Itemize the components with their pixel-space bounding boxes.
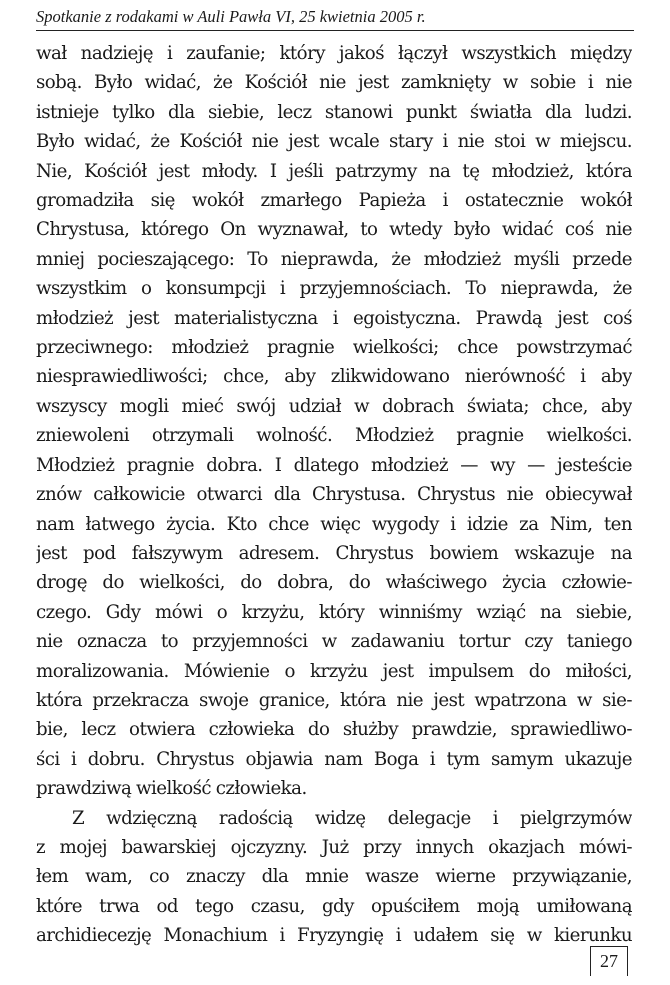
text-line: wszyscy mogli mieć swój udział w dobrach świata; chce, aby (36, 395, 632, 417)
text-line: które trwa od tego czasu, gdy opuściłem moją umiłowaną (36, 895, 632, 917)
text-line: nie oznacza to przyjemności w zadawaniu tortur czy taniego (36, 631, 632, 653)
text-line: drogę do wielkości, do dobra, do właściwego życia człowie- (36, 572, 632, 594)
text-line: czego. Gdy mówi o krzyżu, który winniśmy wziąć na siebie, (36, 601, 632, 623)
text-line: wał nadzieję i zaufanie; który jakoś łączył wszystkich między (36, 43, 632, 64)
page-number (590, 946, 628, 976)
text-line: Chrystusa, którego On wyznawał, to wtedy było widać coś nie (36, 219, 632, 241)
text-line: która przekracza swoje granice, która nie jest wpatrzona w sie- (36, 689, 632, 711)
text-line: z mojej bawarskiej ojczyzny. Już przy innych okazjach mówi- (36, 836, 632, 858)
text-line: młodzież jest materialistyczna i egoistyczna. Prawdą jest coś (36, 307, 632, 329)
text-line: wszystkim o konsumpcji i przyjemnościach. To nieprawda, że (36, 278, 632, 300)
paragraph-1 (36, 39, 632, 804)
text-line: Było widać, że Kościół nie jest wcale stary i nie stoi w miejscu. (36, 131, 632, 153)
text-line: Młodzież pragnie dobra. I dlatego młodzież — wy — jesteście (36, 454, 632, 476)
text-line: nam łatwego życia. Kto chce więc wygody i idzie za Nim, ten (36, 513, 632, 535)
text-line: sobą. Było widać, że Kościół nie jest zamknięty w sobie i nie (36, 72, 632, 94)
text-line: przeciwnego: młodzież pragnie wielkości; chce powstrzymać (36, 337, 632, 359)
text-line: archidiecezję Monachium i Fryzyngię i udałem się w kierunku (36, 925, 632, 947)
text-line: istnieje tylko dla siebie, lecz stanowi punkt światła dla ludzi. (36, 101, 632, 123)
text-line: znów całkowicie otwarci dla Chrystusa. Chrystus nie obiecywał (36, 484, 632, 506)
page-number-text: 27 (600, 951, 618, 971)
text-line: niesprawiedliwości; chce, aby zlikwidowano nierówność i aby (36, 366, 632, 388)
text-line: bie, lecz otwiera człowieka do służby prawdzie, sprawiedliwo- (36, 719, 632, 741)
text-line: gromadziła się wokół zmarłego Papieża i ostatecznie wokół (36, 190, 632, 212)
body-text (36, 39, 632, 951)
running-header (36, 6, 634, 31)
text-line: moralizowania. Mówienie o krzyżu jest impulsem do miłości, (36, 660, 632, 682)
paragraph-2 (36, 804, 632, 951)
text-line: Z wdzięczną radością widzę delegacje i pielgrzymów (72, 807, 632, 829)
text-line: prawdziwą wielkość człowieka. (36, 778, 307, 800)
text-line: zniewoleni otrzymali wolność. Młodzież pragnie wielkości. (36, 425, 632, 447)
text-line: mniej pocieszającego: To nieprawda, że młodzież myśli przede (36, 248, 632, 270)
running-title: Spotkanie z rodakami w Auli Pawła VI, 25 kwietnia 2005 r. (36, 7, 426, 26)
text-line: ści i dobru. Chrystus objawia nam Boga i tym samym ukazuje (36, 748, 632, 770)
text-line: łem wam, co znaczy dla mnie wasze wierne przywiązanie, (36, 866, 632, 888)
text-line: jest pod fałszywym adresem. Chrystus bowiem wskazuje na (36, 542, 632, 564)
text-line: Nie, Kościół jest młody. I jeśli patrzymy na tę młodzież, która (36, 160, 632, 182)
